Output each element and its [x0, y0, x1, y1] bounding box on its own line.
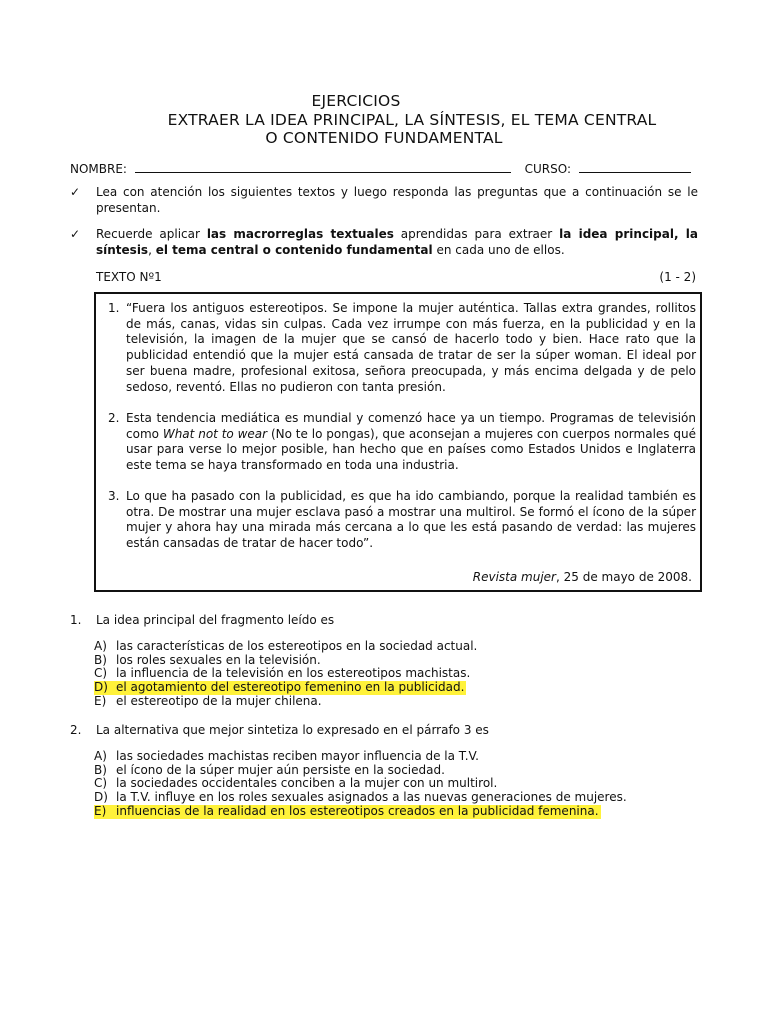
- page-subtitle-line-2: O CONTENIDO FUNDAMENTAL: [265, 129, 503, 147]
- question-text: La idea principal del fragmento leído es: [96, 613, 335, 627]
- texto-range: (1 - 2): [659, 270, 696, 284]
- instruction-item-1: [70, 185, 698, 219]
- nombre-field[interactable]: [135, 160, 511, 173]
- paragraph-number: 3.: [108, 489, 120, 503]
- option-e[interactable]: E) el estereotipo de la mujer chilena.: [94, 693, 322, 708]
- option-a[interactable]: A) las sociedades machistas reciben mayor influencia de la T.V.: [94, 749, 479, 763]
- option-d[interactable]: D) la T.V. influye en los roles sexuales asignados a las nuevas generaciones de mujeres.: [94, 790, 627, 805]
- option-c[interactable]: C) la sociedades occidentales conciben a la mujer con un multirol.: [94, 776, 498, 791]
- page-subtitle-line-1: EXTRAER LA IDEA PRINCIPAL, LA SÍNTESIS, EL TEMA CENTRAL: [167, 111, 657, 129]
- paragraph-2: [108, 411, 696, 474]
- page-title: EJERCICIOS: [311, 92, 401, 110]
- source-citation: Revista mujer, 25 de mayo de 2008.: [472, 570, 692, 584]
- option-c[interactable]: C) la influencia de la televisión en los estereotipos machistas.: [94, 666, 471, 681]
- curso-field[interactable]: [579, 160, 691, 173]
- option-b[interactable]: B) el ícono de la súper mujer aún persiste en la sociedad.: [94, 762, 445, 777]
- question-number: 2.: [70, 723, 82, 737]
- option-d-highlighted[interactable]: D) el agotamiento del estereotipo femenino en la publicidad.: [94, 680, 465, 695]
- checkmark-icon: ✓: [70, 227, 81, 241]
- nombre-label: NOMBRE:: [70, 162, 127, 176]
- paragraph-text: Esta tendencia mediática es mundial y comenzó hace ya un tiempo. Programas de televisión como What not to wear (No te lo pongas), que aconsejan a mujeres con cuerpos normales qué usar para verse lo mejor posible, han hecho que en países como Estados Unidos e Inglaterra este tema se haya transformado en toda una industria.: [126, 411, 696, 473]
- paragraph-text: Lo que ha pasado con la publicidad, es que ha ido cambiando, porque la realidad también es otra. De mostrar una mujer esclava pasó a mostrar una multirol. Se formó el ícono de la súper mujer y ahora hay una mirada más cercana a lo que les está pasando de verdad: las mujeres están cansadas de tratar de hacer todo”.: [126, 489, 696, 551]
- checkmark-icon: ✓: [70, 185, 81, 199]
- name-course-line: [70, 160, 700, 176]
- paragraph-1: [108, 301, 696, 395]
- question-1-options: [94, 640, 714, 709]
- option-b[interactable]: B) los roles sexuales en la televisión.: [94, 652, 321, 667]
- text-box: [94, 292, 702, 592]
- paragraph-3: [108, 489, 696, 552]
- curso-label: CURSO:: [524, 162, 572, 176]
- option-a[interactable]: A) las características de los estereotipos en la sociedad actual.: [94, 639, 478, 653]
- question-2-options: [94, 750, 714, 819]
- texto-header: [96, 270, 696, 284]
- instruction-item-2: [70, 227, 698, 261]
- option-e-highlighted[interactable]: E) influencias de la realidad en los estereotipos creados en la publicidad femenina.: [94, 803, 599, 818]
- instruction-text-2: Recuerde aplicar las macrorreglas textuales aprendidas para extraer la idea principal, la síntesis, el tema central o contenido fundamental en cada uno de ellos.: [96, 227, 698, 257]
- texto-label: TEXTO Nº1: [96, 270, 162, 284]
- question-text: La alternativa que mejor sintetiza lo expresado en el párrafo 3 es: [96, 723, 489, 737]
- paragraph-text: “Fuera los antiguos estereotipos. Se impone la mujer auténtica. Tallas extra grandes, rollitos de más, canas, vidas sin culpas. Cada vez irrumpe con más fuerza, en la publicidad y en la televisión, la imagen de la mujer que se cansó de hacerlo todo y bien. Hace rato que la publicidad entendió que la mujer está cansada de tratar de ser la súper woman. El ideal por ser buena madre, profesional exitosa, señora preocupada, y más encima delgada y de pelo sedoso, reventó. Ellas no pudieron con tanta presión.: [126, 301, 696, 394]
- paragraph-number: 1.: [108, 301, 120, 315]
- question-number: 1.: [70, 613, 82, 627]
- instruction-text-1: Lea con atención los siguientes textos y luego responda las preguntas que a continuación se le presentan.: [96, 185, 698, 215]
- paragraph-number: 2.: [108, 411, 120, 425]
